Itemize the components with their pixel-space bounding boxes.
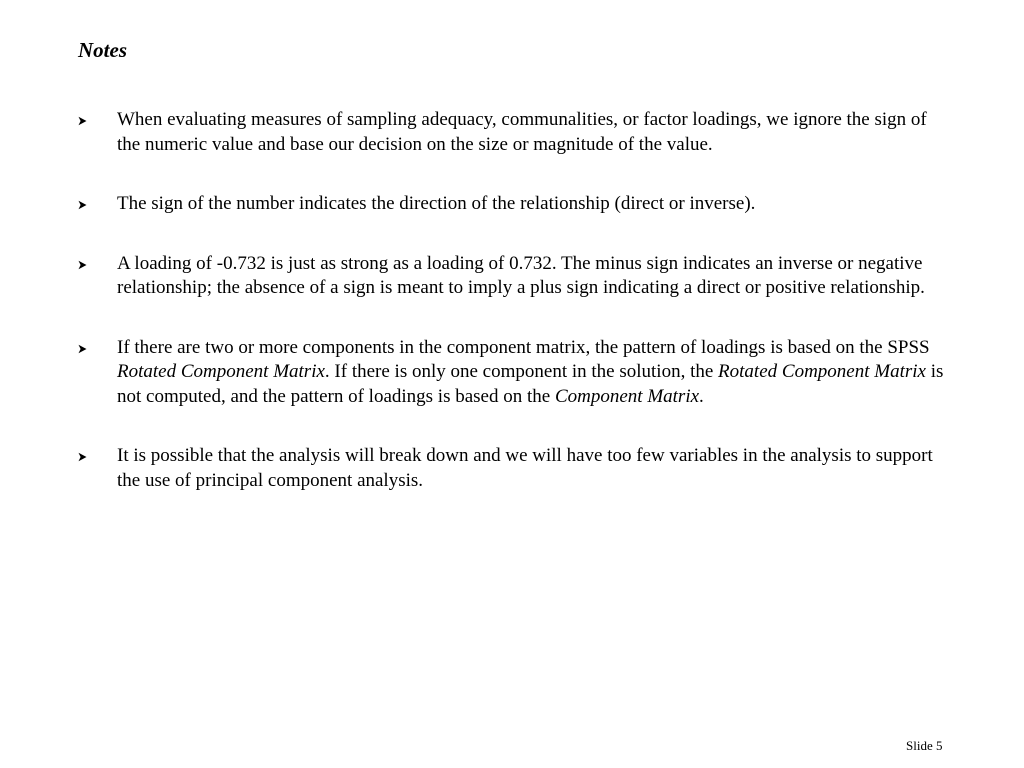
arrowhead-bullet-icon: [78, 337, 90, 361]
bullet-text-segment: If there are two or more components in the component matrix, the pattern of loadings is based on the SPSS: [117, 336, 930, 358]
arrowhead-bullet-icon: [78, 193, 90, 217]
bullet-list: [78, 108, 948, 528]
bullet-text-segment: A loading of -0.732 is just as strong as a loading of 0.732. The minus sign indicates an inverse or negative relationship; the absence of a sign is meant to imply a plus sign indicating a direct or positive relationship.: [117, 252, 925, 298]
bullet-item: [78, 444, 948, 493]
bullet-text-segment: When evaluating measures of sampling adequacy, communalities, or factor loadings, we ignore the sign of the numeric value and base our decision on the size or magnitude of the value.: [117, 109, 927, 155]
bullet-text: [117, 193, 755, 214]
bullet-text-segment: The sign of the number indicates the direction of the relationship (direct or inverse).: [117, 193, 756, 214]
arrowhead-bullet-icon: [78, 109, 90, 133]
bullet-text: [117, 337, 943, 407]
slide-title: Notes: [78, 38, 127, 62]
bullet-text-segment: . If there is only one component in the solution, the: [324, 361, 719, 382]
arrowhead-bullet-icon: [78, 445, 90, 469]
bullet-text-segment: .: [699, 385, 704, 407]
bullet-text: [117, 445, 933, 491]
bullet-item: [78, 192, 948, 217]
arrowhead-bullet-icon: [78, 253, 90, 277]
bullet-text-segment: It is possible that the analysis will break down and we will have too few variables in the analysis to support the use of principal component analysis.: [117, 445, 933, 491]
bullet-text: [117, 253, 925, 299]
bullet-item: [78, 336, 948, 410]
italic-term: Rotated Component Matrix: [117, 361, 325, 382]
bullet-item: [78, 252, 948, 301]
italic-term: Rotated Component Matrix: [718, 361, 926, 382]
slide-number: Slide 5: [906, 738, 943, 753]
bullet-item: [78, 108, 948, 157]
bullet-text-segment: is not computed, and the pattern of loadings is based on the: [117, 361, 944, 407]
italic-term: Component Matrix: [554, 385, 700, 407]
bullet-text: [117, 109, 927, 155]
